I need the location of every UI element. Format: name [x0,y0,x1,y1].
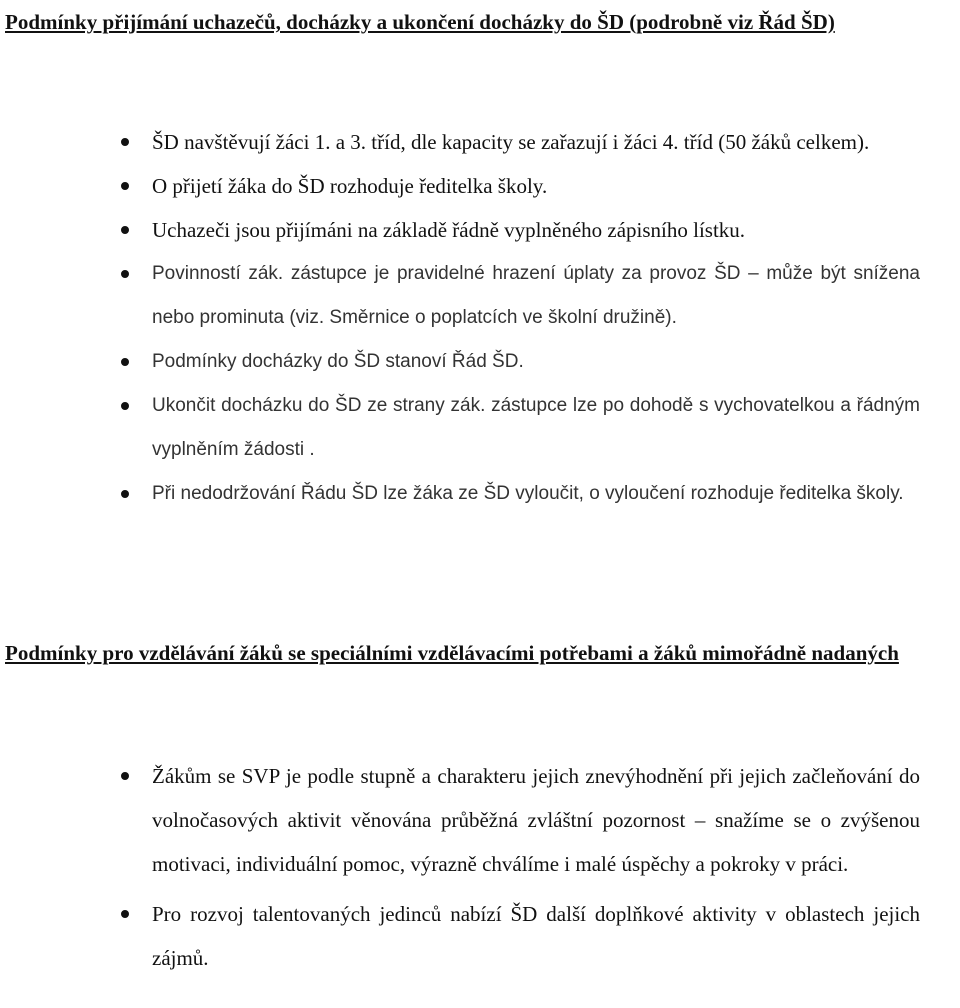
special-needs-list [0,754,960,980]
list-item: Při nedodržování Řádu ŠD lze žáka ze ŠD vyloučit, o vyloučení rozhoduje ředitelka školy. [0,472,960,516]
list-item: Ukončit docházku do ŠD ze strany zák. zástupce lze po dohodě s vychovatelkou a řádným vyplněním žádosti . [0,384,960,472]
list-item: Žákům se SVP je podle stupně a charakteru jejich znevýhodnění při jejich začleňování do volnočasových aktivit věnována průběžná zvláštní pozornost – snažíme se o zvýšenou motivaci, individuální pomoc, výrazně chválíme i malé úspěchy a pokroky v práci. [0,754,960,886]
list-item: Pro rozvoj talentovaných jedinců nabízí ŠD další doplňkové aktivity v oblastech jejich zájmů. [0,892,960,980]
section-heading-special-needs: Podmínky pro vzdělávání žáků se speciálními vzdělávacími potřebami a žáků mimořádně nadaných [5,641,899,665]
list-item: O přijetí žáka do ŠD rozhoduje ředitelka školy. [0,164,960,208]
list-item: Uchazeči jsou přijímáni na základě řádně vyplněného zápisního lístku. [0,208,960,252]
list-item: Povinností zák. zástupce je pravidelné hrazení úplaty za provoz ŠD – může být snížena nebo prominuta (viz. Směrnice o poplatcích ve školní družině). [0,252,960,340]
section-heading-admission: Podmínky přijímání uchazečů, docházky a ukončení docházky do ŠD (podrobně viz Řád ŠD) [5,10,835,34]
admission-conditions-list [0,120,960,516]
list-item: ŠD navštěvují žáci 1. a 3. tříd, dle kapacity se zařazují i žáci 4. tříd (50 žáků celkem). [0,120,960,164]
list-item: Podmínky docházky do ŠD stanoví Řád ŠD. [0,340,960,384]
